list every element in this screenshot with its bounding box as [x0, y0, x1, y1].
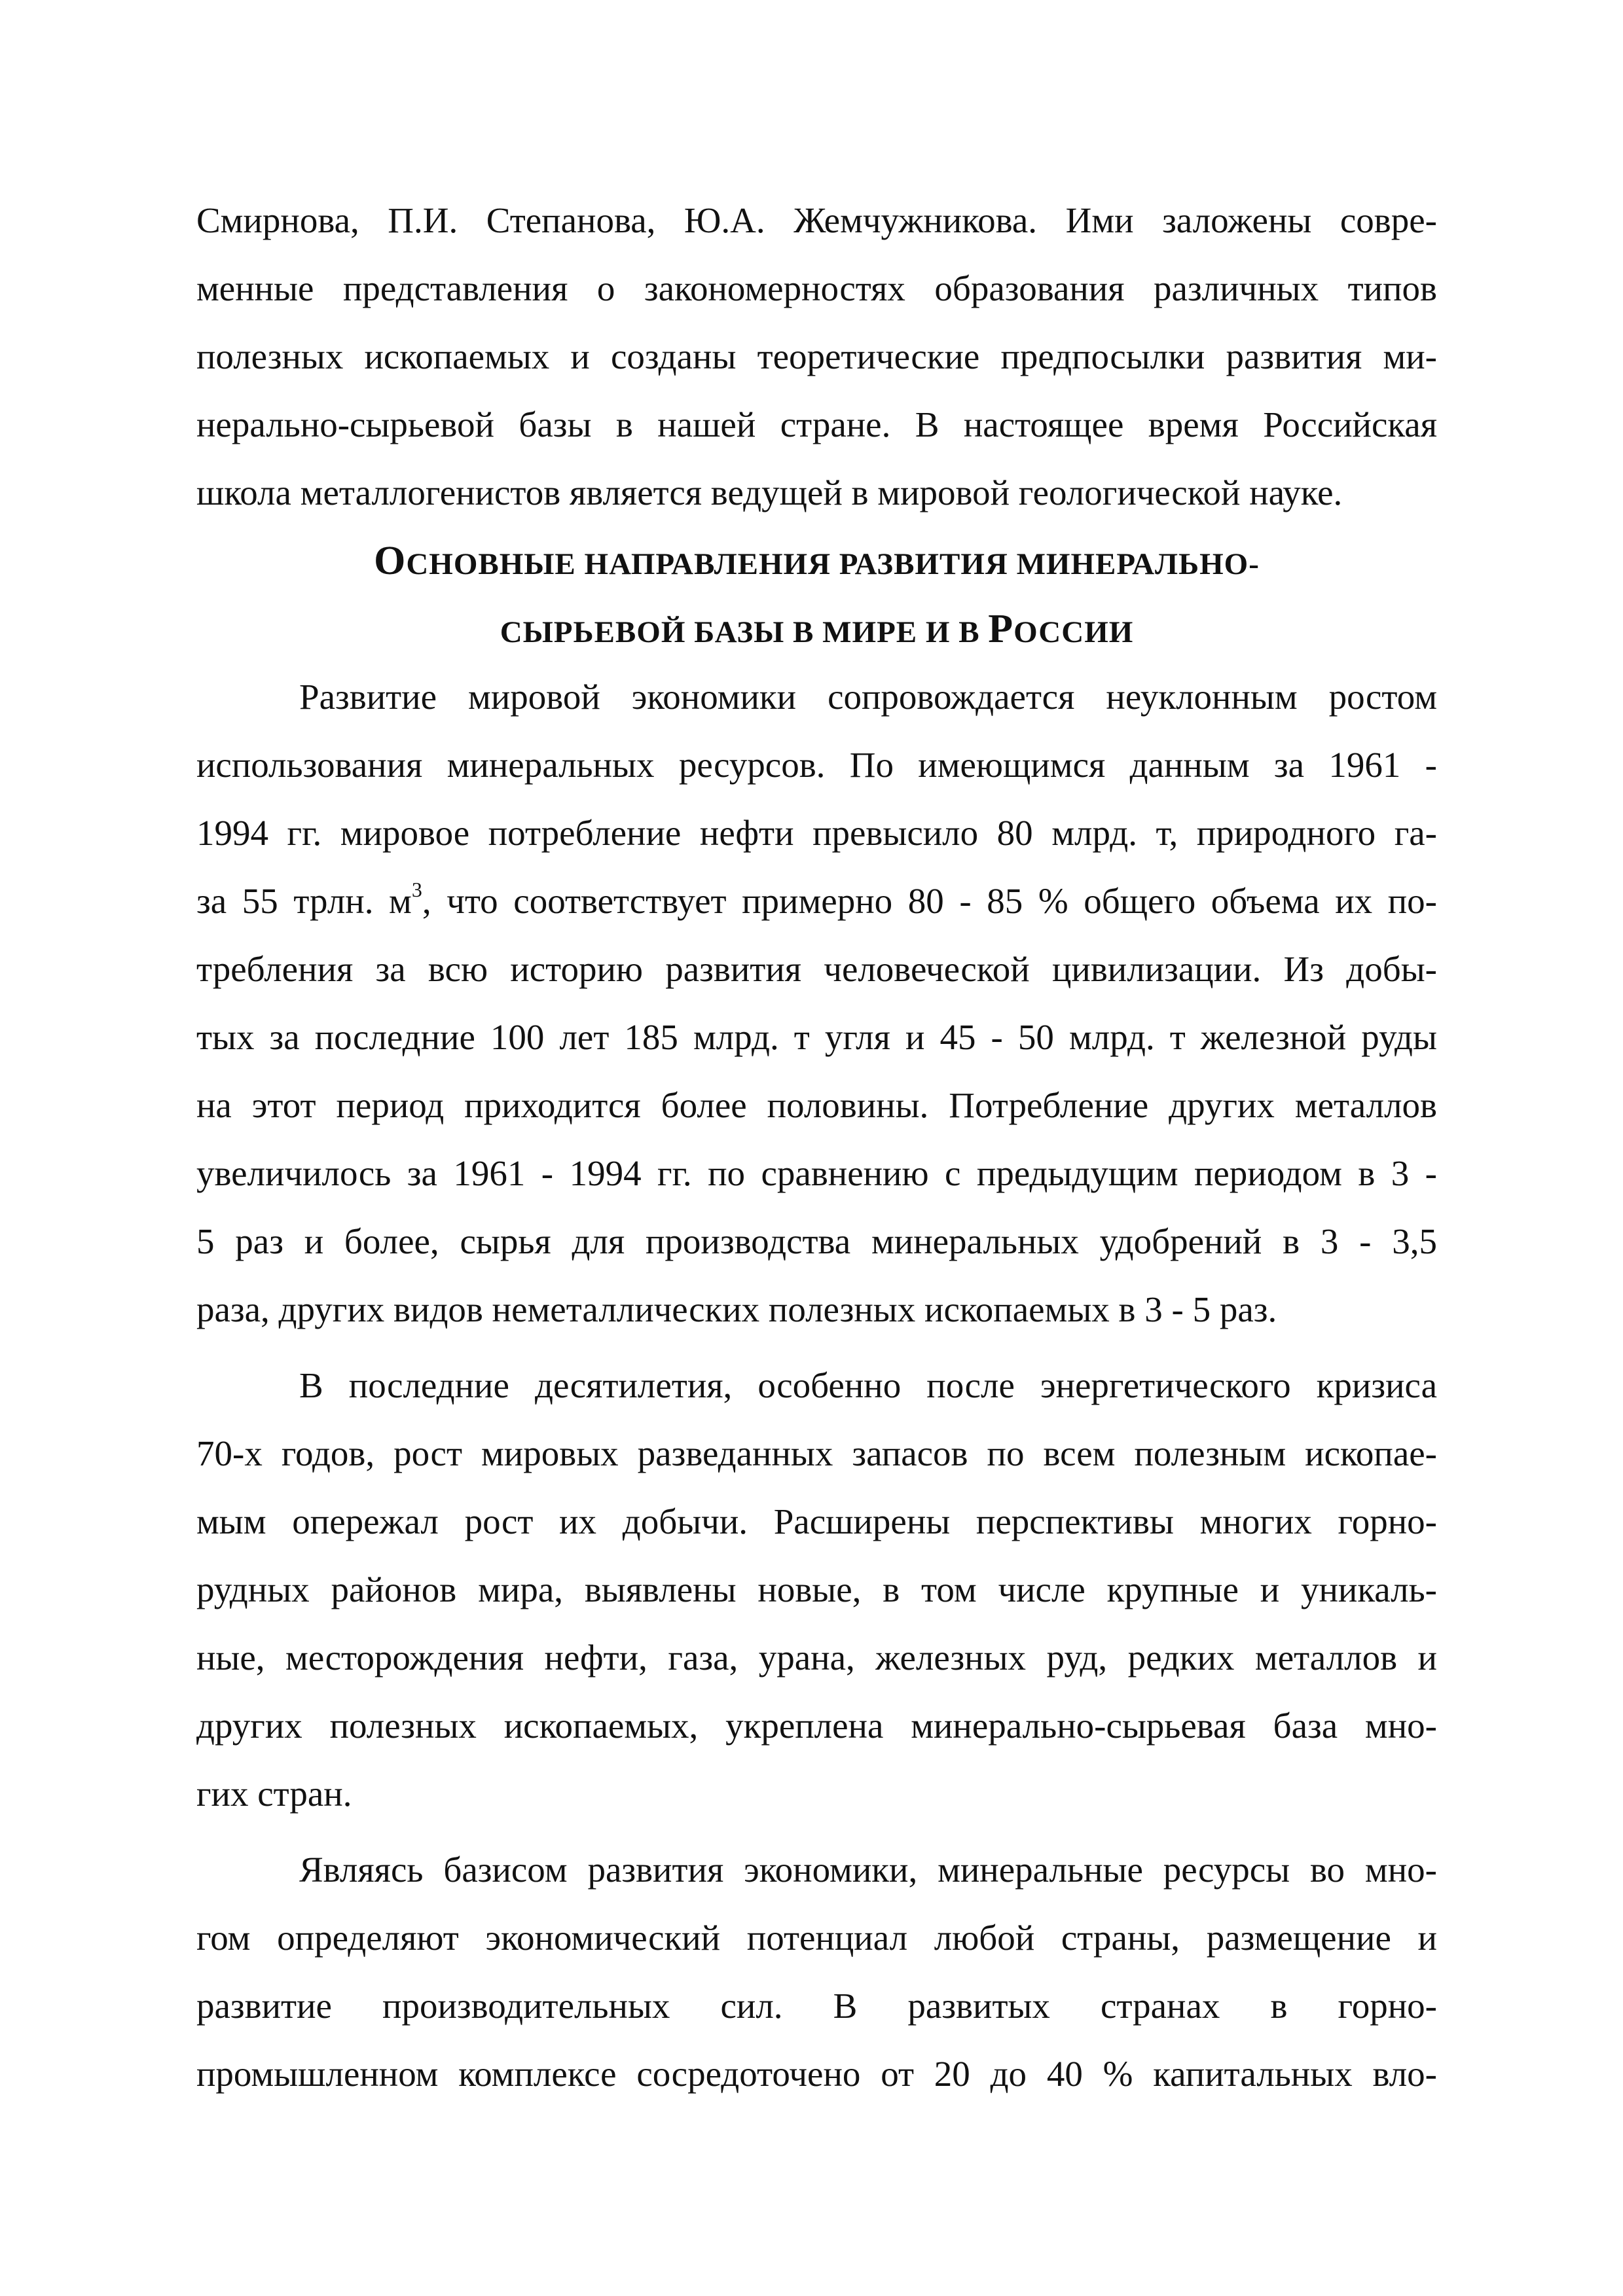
- text-line: 5 раз и более, сырья для производства минеральных удобрений в 3 - 3,5: [196, 1221, 1437, 1261]
- text-line: развитие производительных сил. В развитых странах в горно-: [196, 1986, 1437, 2026]
- text-line: полезных ископаемых и созданы теоретические предпосылки развития ми-: [196, 336, 1437, 376]
- text-line: гих стран.: [196, 1774, 352, 1814]
- text-line: 70-х годов, рост мировых разведанных запасов по всем полезным ископае-: [196, 1433, 1437, 1473]
- paragraph-2: [196, 1352, 1437, 1828]
- heading-line-2: [196, 595, 1437, 663]
- document-page: [196, 187, 1437, 2108]
- paragraph-gap: [196, 1344, 1437, 1352]
- text-line: других полезных ископаемых, укреплена минерально-сырьевая база мно-: [196, 1706, 1437, 1746]
- text-line: тых за последние 100 лет 185 млрд. т угля и 45 - 50 млрд. т железной руды: [196, 1017, 1437, 1057]
- text-line: нерально-сырьевой базы в нашей стране. В настоящее время Российская: [196, 404, 1437, 444]
- text-line: [196, 867, 1437, 935]
- text-line: раза, других видов неметаллических полезных ископаемых в 3 - 5 раз.: [196, 1289, 1277, 1329]
- paragraph-gap: [196, 1828, 1437, 1836]
- heading-initial: О: [374, 539, 407, 583]
- text-line: 1994 гг. мировое потребление нефти превысило 80 млрд. т, природного га-: [196, 813, 1437, 853]
- text-line: мым опережал рост их добычи. Расширены перспективы многих горно-: [196, 1501, 1437, 1541]
- text-fragment: , что соответствует примерно 80 - 85 % общего объема их по-: [422, 881, 1437, 921]
- heading-text: ОССИИ: [1013, 615, 1134, 649]
- text-line: менные представления о закономерностях образования различных типов: [196, 268, 1437, 308]
- text-line: промышленном комплексе сосредоточено от 20 до 40 % капитальных вло-: [196, 2054, 1437, 2094]
- paragraph-3: [196, 1836, 1437, 2108]
- text-line: увеличилось за 1961 - 1994 гг. по сравнению с предыдущим периодом в 3 -: [196, 1153, 1437, 1193]
- intro-paragraph: [196, 187, 1437, 527]
- text-line: рудных районов мира, выявлены новые, в том числе крупные и уникаль-: [196, 1570, 1437, 1609]
- text-line: на этот период приходится более половины. Потребление других металлов: [196, 1085, 1437, 1125]
- text-line: гом определяют экономический потенциал любой страны, размещение и: [196, 1918, 1437, 1958]
- text-line: ные, месторождения нефти, газа, урана, железных руд, редких металлов и: [196, 1638, 1437, 1677]
- text-line: использования минеральных ресурсов. По имеющимся данным за 1961 -: [196, 745, 1437, 785]
- heading-text: СНОВНЫЕ НАПРАВЛЕНИЯ РАЗВИТИЯ МИНЕРАЛЬНО-: [406, 547, 1260, 581]
- heading-line-1: [196, 527, 1437, 595]
- section-heading: [196, 527, 1437, 663]
- superscript: 3: [411, 877, 422, 901]
- text-line: Смирнова, П.И. Степанова, Ю.А. Жемчужникова. Ими заложены совре-: [196, 200, 1437, 240]
- text-line: Развитие мировой экономики сопровождается неуклонным ростом: [299, 677, 1437, 717]
- paragraph-1: [196, 663, 1437, 1344]
- heading-text: СЫРЬЕВОЙ БАЗЫ В МИРЕ И В: [500, 615, 989, 649]
- text-line: Являясь базисом развития экономики, минеральные ресурсы во мно-: [299, 1850, 1437, 1890]
- text-line: требления за всю историю развития человеческой цивилизации. Из добы-: [196, 949, 1437, 989]
- text-line: В последние десятилетия, особенно после энергетического кризиса: [299, 1365, 1437, 1405]
- text-fragment: за 55 трлн. м: [196, 881, 412, 921]
- text-line: школа металлогенистов является ведущей в мировой геологической науке.: [196, 473, 1343, 512]
- heading-initial: Р: [988, 607, 1014, 651]
